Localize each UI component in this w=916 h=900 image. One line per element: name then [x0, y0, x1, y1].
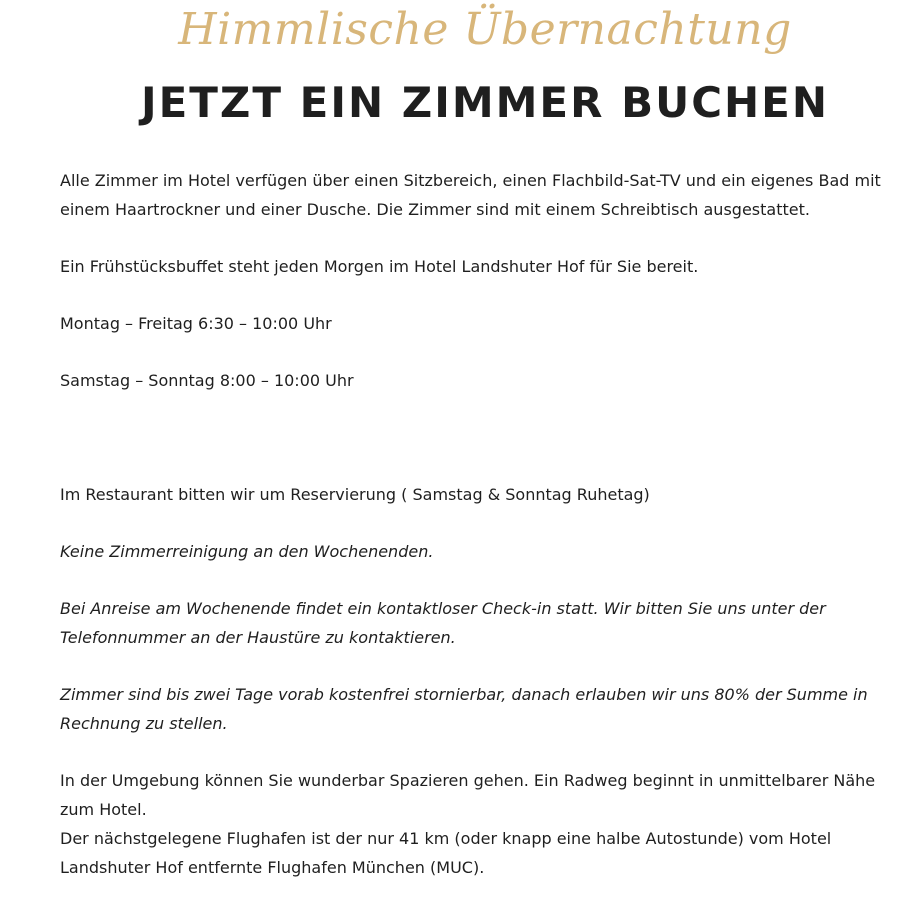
page-title: JETZT EIN ZIMMER BUCHEN: [140, 78, 830, 127]
spacer: [60, 423, 900, 480]
breakfast-info: Ein Frühstücksbuffet steht jeden Morgen im Hotel Landshuter Hof für Sie bereit.: [60, 257, 699, 276]
rooms-description: Alle Zimmer im Hotel verfügen über einen Sitzbereich, einen Flachbild-Sat-TV und ein eigenes Bad mit einem Haartrockner und einer Dusche. Die Zimmer sind mit einem Schreibtisch ausgestattet.: [60, 171, 881, 219]
room-info-content: [60, 166, 900, 882]
cancellation-policy: Zimmer sind bis zwei Tage vorab kostenfrei stornierbar, danach erlauben wir uns 80% der Summe in Rechnung zu stellen.: [60, 685, 868, 733]
script-subtitle: Himmlische Übernachtung: [178, 4, 792, 55]
checkin-notice: Bei Anreise am Wochenende findet ein kontaktloser Check-in statt. Wir bitten Sie uns unter der Telefonnummer an der Haustüre zu kontaktieren.: [60, 599, 826, 647]
surroundings-info: [60, 766, 900, 882]
restaurant-info: Im Restaurant bitten wir um Reservierung ( Samstag & Sonntag Ruhetag): [60, 485, 650, 504]
airport-info: Der nächstgelegene Flughafen ist der nur 41 km (oder knapp eine halbe Autostunde) vom Hotel Landshuter Hof entfernte Flughafen München (MUC).: [60, 829, 832, 877]
breakfast-hours-weekend: Samstag – Sonntag 8:00 – 10:00 Uhr: [60, 371, 354, 390]
surroundings-walk: In der Umgebung können Sie wunderbar Spazieren gehen. Ein Radweg beginnt in unmittelbarer Nähe zum Hotel.: [60, 771, 876, 819]
cleaning-notice: Keine Zimmerreinigung an den Wochenenden.: [60, 542, 434, 561]
breakfast-hours-weekday: Montag – Freitag 6:30 – 10:00 Uhr: [60, 314, 332, 333]
